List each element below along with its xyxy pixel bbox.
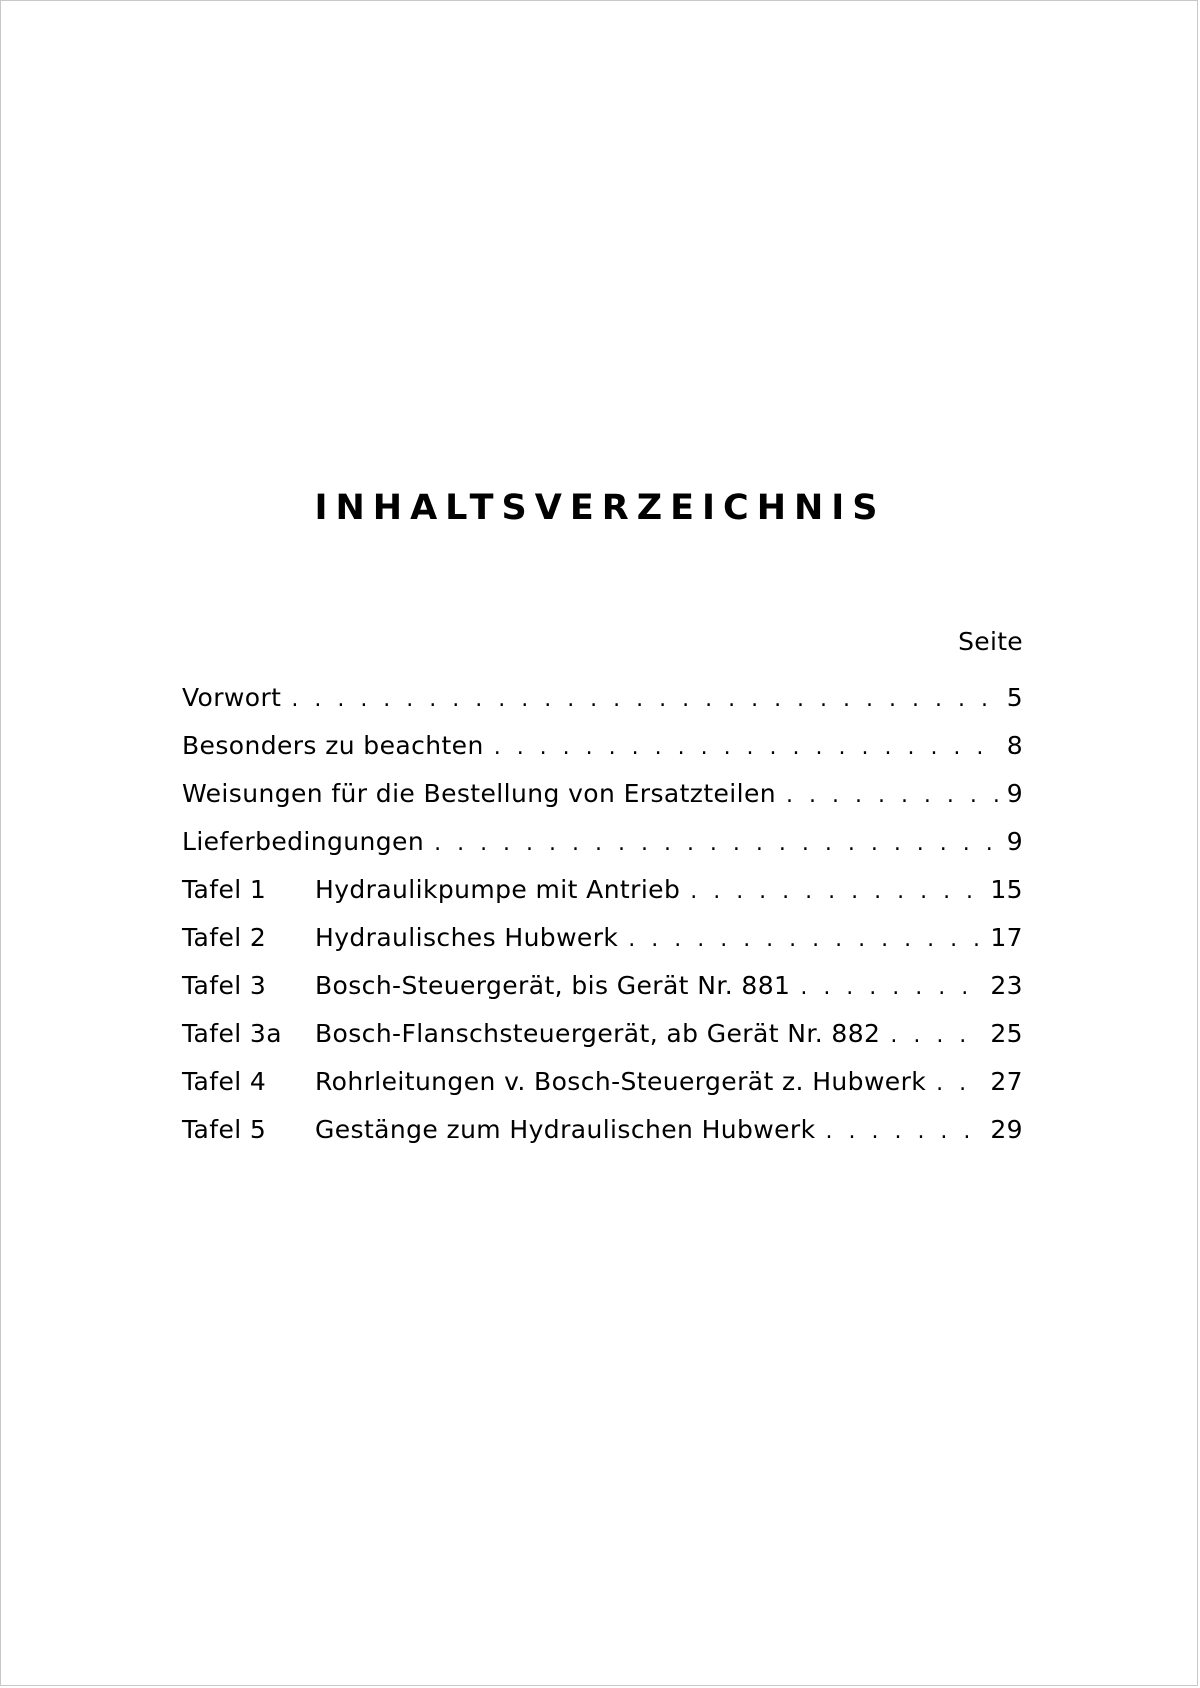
toc-entry-page: 23	[990, 971, 1023, 1000]
dot-leader	[494, 728, 1001, 768]
toc-entry-title: Hydraulisches Hubwerk	[315, 923, 619, 952]
dot-leader	[826, 1112, 985, 1152]
toc-entry	[182, 1062, 1023, 1110]
toc-entry-tafel: Tafel 4	[182, 1067, 267, 1096]
dot-leader	[628, 920, 984, 960]
toc-entry	[182, 966, 1023, 1014]
toc-entry-page: 29	[990, 1115, 1023, 1144]
toc-entry	[182, 822, 1023, 870]
toc-entry-title: Lieferbedingungen	[182, 827, 425, 856]
toc-entry-tafel: Tafel 3	[182, 971, 267, 1000]
table-of-contents	[182, 678, 1023, 1158]
toc-entry-tafel: Tafel 1	[182, 875, 267, 904]
dot-leader	[800, 968, 984, 1008]
toc-entry	[182, 1110, 1023, 1158]
toc-entry-page: 9	[1006, 827, 1023, 856]
toc-entry-title: Rohrleitungen v. Bosch-Steuergerät z. Hubwerk	[315, 1067, 927, 1096]
toc-entry-title: Bosch-Flanschsteuergerät, ab Gerät Nr. 882	[315, 1019, 881, 1048]
toc-entry-tafel: Tafel 5	[182, 1115, 267, 1144]
toc-entry	[182, 678, 1023, 726]
dot-leader	[690, 872, 984, 912]
dot-leader	[434, 824, 1001, 864]
toc-entry-page: 5	[1006, 683, 1023, 712]
toc-entry-tafel: Tafel 3a	[182, 1019, 282, 1048]
toc-entry	[182, 774, 1023, 822]
toc-entry-page: 25	[990, 1019, 1023, 1048]
dot-leader	[890, 1016, 984, 1056]
toc-entry-title: Bosch-Steuergerät, bis Gerät Nr. 881	[315, 971, 791, 1000]
toc-entry-page: 17	[990, 923, 1023, 952]
toc-entry	[182, 726, 1023, 774]
toc-entry	[182, 918, 1023, 966]
toc-entry-title: Vorwort	[182, 683, 282, 712]
toc-entry	[182, 870, 1023, 918]
dot-leader	[786, 776, 1001, 816]
toc-entry-title: Hydraulikpumpe mit Antrieb	[315, 875, 681, 904]
toc-entry-tafel: Tafel 2	[182, 923, 267, 952]
toc-entry-title: Gestänge zum Hydraulischen Hubwerk	[315, 1115, 816, 1144]
dot-leader	[936, 1064, 984, 1104]
page-column-label: Seite	[958, 627, 1023, 656]
page-title: INHALTSVERZEICHNIS	[314, 488, 886, 528]
toc-entry	[182, 1014, 1023, 1062]
toc-entry-title: Besonders zu beachten	[182, 731, 484, 760]
toc-entry-page: 27	[990, 1067, 1023, 1096]
toc-entry-page: 8	[1006, 731, 1023, 760]
toc-entry-page: 9	[1006, 779, 1023, 808]
dot-leader	[291, 680, 1000, 720]
toc-entry-title: Weisungen für die Bestellung von Ersatzteilen	[182, 779, 777, 808]
toc-entry-page: 15	[990, 875, 1023, 904]
